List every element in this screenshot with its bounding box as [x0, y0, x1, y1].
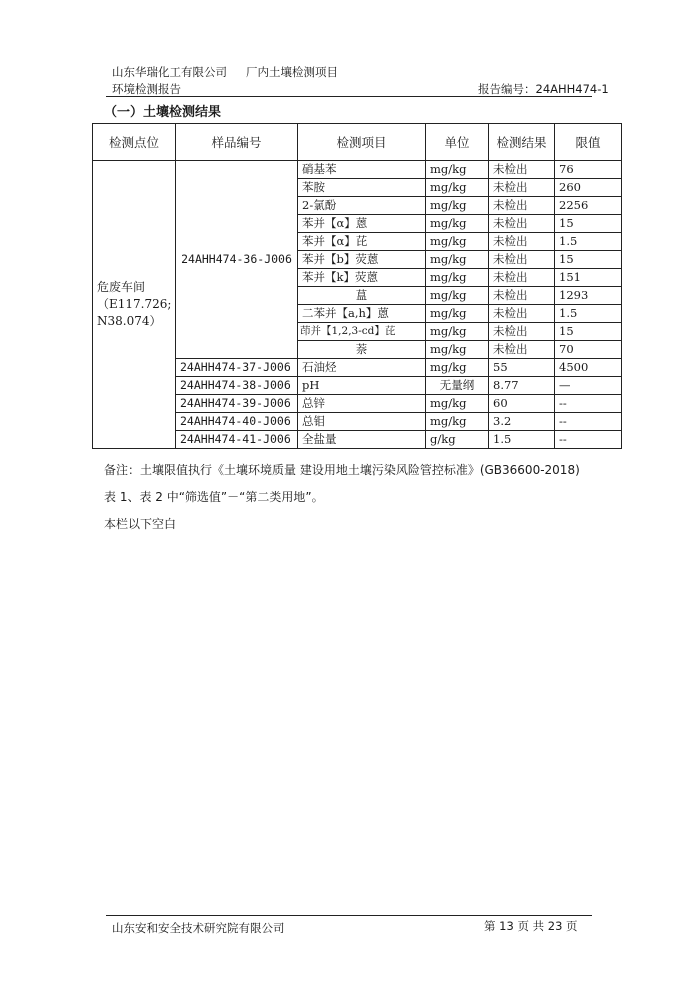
unit-cell: mg/kg: [426, 359, 489, 377]
item-cell: 苯并【k】荧蒽: [298, 269, 426, 287]
item-cell: 总锌: [298, 395, 426, 413]
table-row: [93, 161, 622, 179]
result-cell: 60: [489, 395, 555, 413]
result-cell: 未检出: [489, 341, 555, 359]
col-header-sample-no: 样品编号: [176, 124, 298, 161]
limit-cell: 1.5: [555, 305, 622, 323]
soil-results-table: [92, 123, 622, 449]
unit-cell: mg/kg: [426, 413, 489, 431]
result-cell: 未检出: [489, 197, 555, 215]
result-cell: 未检出: [489, 305, 555, 323]
item-cell: 石油烃: [298, 359, 426, 377]
item-cell: 苯并【b】荧蒽: [298, 251, 426, 269]
limit-cell: --: [555, 395, 622, 413]
section-title: （一）土壤检测结果: [104, 105, 222, 120]
col-header-limit: 限值: [555, 124, 622, 161]
result-cell: 未检出: [489, 161, 555, 179]
unit-cell: mg/kg: [426, 269, 489, 287]
limit-cell: 151: [555, 269, 622, 287]
limit-cell: 15: [555, 323, 622, 341]
limit-cell: 2256: [555, 197, 622, 215]
limit-cell: --: [555, 431, 622, 449]
limit-cell: 15: [555, 251, 622, 269]
table-header-row: [93, 124, 622, 161]
footer-rule: [106, 915, 592, 916]
limit-cell: —: [555, 377, 622, 395]
item-cell: 总钼: [298, 413, 426, 431]
result-cell: 未检出: [489, 269, 555, 287]
unit-cell: mg/kg: [426, 215, 489, 233]
footer-page-number: 第 13 页 共 23 页: [484, 919, 578, 933]
item-cell: 全盐量: [298, 431, 426, 449]
col-header-result: 检测结果: [489, 124, 555, 161]
result-cell: 未检出: [489, 251, 555, 269]
limit-cell: --: [555, 413, 622, 431]
note-screening-value: 表 1、表 2 中“筛选值”－“第二类用地”。: [104, 490, 324, 504]
item-cell: 二苯并【a,h】蒽: [298, 305, 426, 323]
location-longitude: （E117.726;: [97, 297, 172, 311]
sample-number-cell: 24AHH474-36-J006: [176, 161, 298, 359]
limit-cell: 260: [555, 179, 622, 197]
unit-cell: mg/kg: [426, 341, 489, 359]
limit-cell: 1.5: [555, 233, 622, 251]
unit-cell: mg/kg: [426, 161, 489, 179]
note-blank-below: 本栏以下空白: [104, 517, 177, 531]
col-header-location: 检测点位: [93, 124, 176, 161]
unit-cell: mg/kg: [426, 179, 489, 197]
result-cell: 未检出: [489, 179, 555, 197]
item-cell: 2-氯酚: [298, 197, 426, 215]
limit-cell: 4500: [555, 359, 622, 377]
unit-cell: mg/kg: [426, 287, 489, 305]
col-header-unit: 单位: [426, 124, 489, 161]
result-cell: 未检出: [489, 233, 555, 251]
item-cell: 硝基苯: [298, 161, 426, 179]
result-cell: 3.2: [489, 413, 555, 431]
unit-cell: mg/kg: [426, 251, 489, 269]
sample-number-cell: 24AHH474-39-J006: [176, 395, 298, 413]
result-cell: 1.5: [489, 431, 555, 449]
header-project: 厂内土壤检测项目: [246, 65, 338, 79]
sample-number-cell: 24AHH474-37-J006: [176, 359, 298, 377]
item-cell: 茚并【1,2,3-cd】芘: [298, 323, 426, 341]
item-cell: 苯并【α】芘: [298, 233, 426, 251]
header-report-number: 报告编号：24AHH474-1: [478, 82, 609, 96]
result-cell: 未检出: [489, 323, 555, 341]
unit-cell: mg/kg: [426, 395, 489, 413]
limit-cell: 1293: [555, 287, 622, 305]
item-cell: 萘: [298, 341, 426, 359]
unit-cell: mg/kg: [426, 323, 489, 341]
header-report-type: 环境检测报告: [112, 82, 181, 96]
result-cell: 8.77: [489, 377, 555, 395]
limit-cell: 15: [555, 215, 622, 233]
unit-cell: mg/kg: [426, 233, 489, 251]
item-cell: pH: [298, 377, 426, 395]
location-latitude: N38.074）: [97, 314, 162, 328]
sample-number-cell: 24AHH474-41-J006: [176, 431, 298, 449]
item-cell: 苯并【α】蒽: [298, 215, 426, 233]
result-cell: 未检出: [489, 287, 555, 305]
unit-cell: mg/kg: [426, 197, 489, 215]
sample-number-cell: 24AHH474-40-J006: [176, 413, 298, 431]
note-standard: 备注：土壤限值执行《土壤环境质量 建设用地土壤污染风险管控标准》(GB36600-2018): [104, 463, 580, 477]
col-header-test-item: 检测项目: [298, 124, 426, 161]
limit-cell: 76: [555, 161, 622, 179]
item-cell: 苯胺: [298, 179, 426, 197]
unit-cell: mg/kg: [426, 305, 489, 323]
limit-cell: 70: [555, 341, 622, 359]
item-cell: 蒀: [298, 287, 426, 305]
header-rule: [106, 96, 592, 97]
result-cell: 55: [489, 359, 555, 377]
header-company: 山东华瑞化工有限公司: [112, 65, 227, 79]
unit-cell: 无量纲: [426, 377, 489, 395]
location-cell: [93, 161, 176, 449]
unit-cell: g/kg: [426, 431, 489, 449]
location-name: 危废车间: [97, 280, 146, 294]
footer-institute: 山东安和安全技术研究院有限公司: [112, 921, 285, 935]
result-cell: 未检出: [489, 215, 555, 233]
sample-number-cell: 24AHH474-38-J006: [176, 377, 298, 395]
